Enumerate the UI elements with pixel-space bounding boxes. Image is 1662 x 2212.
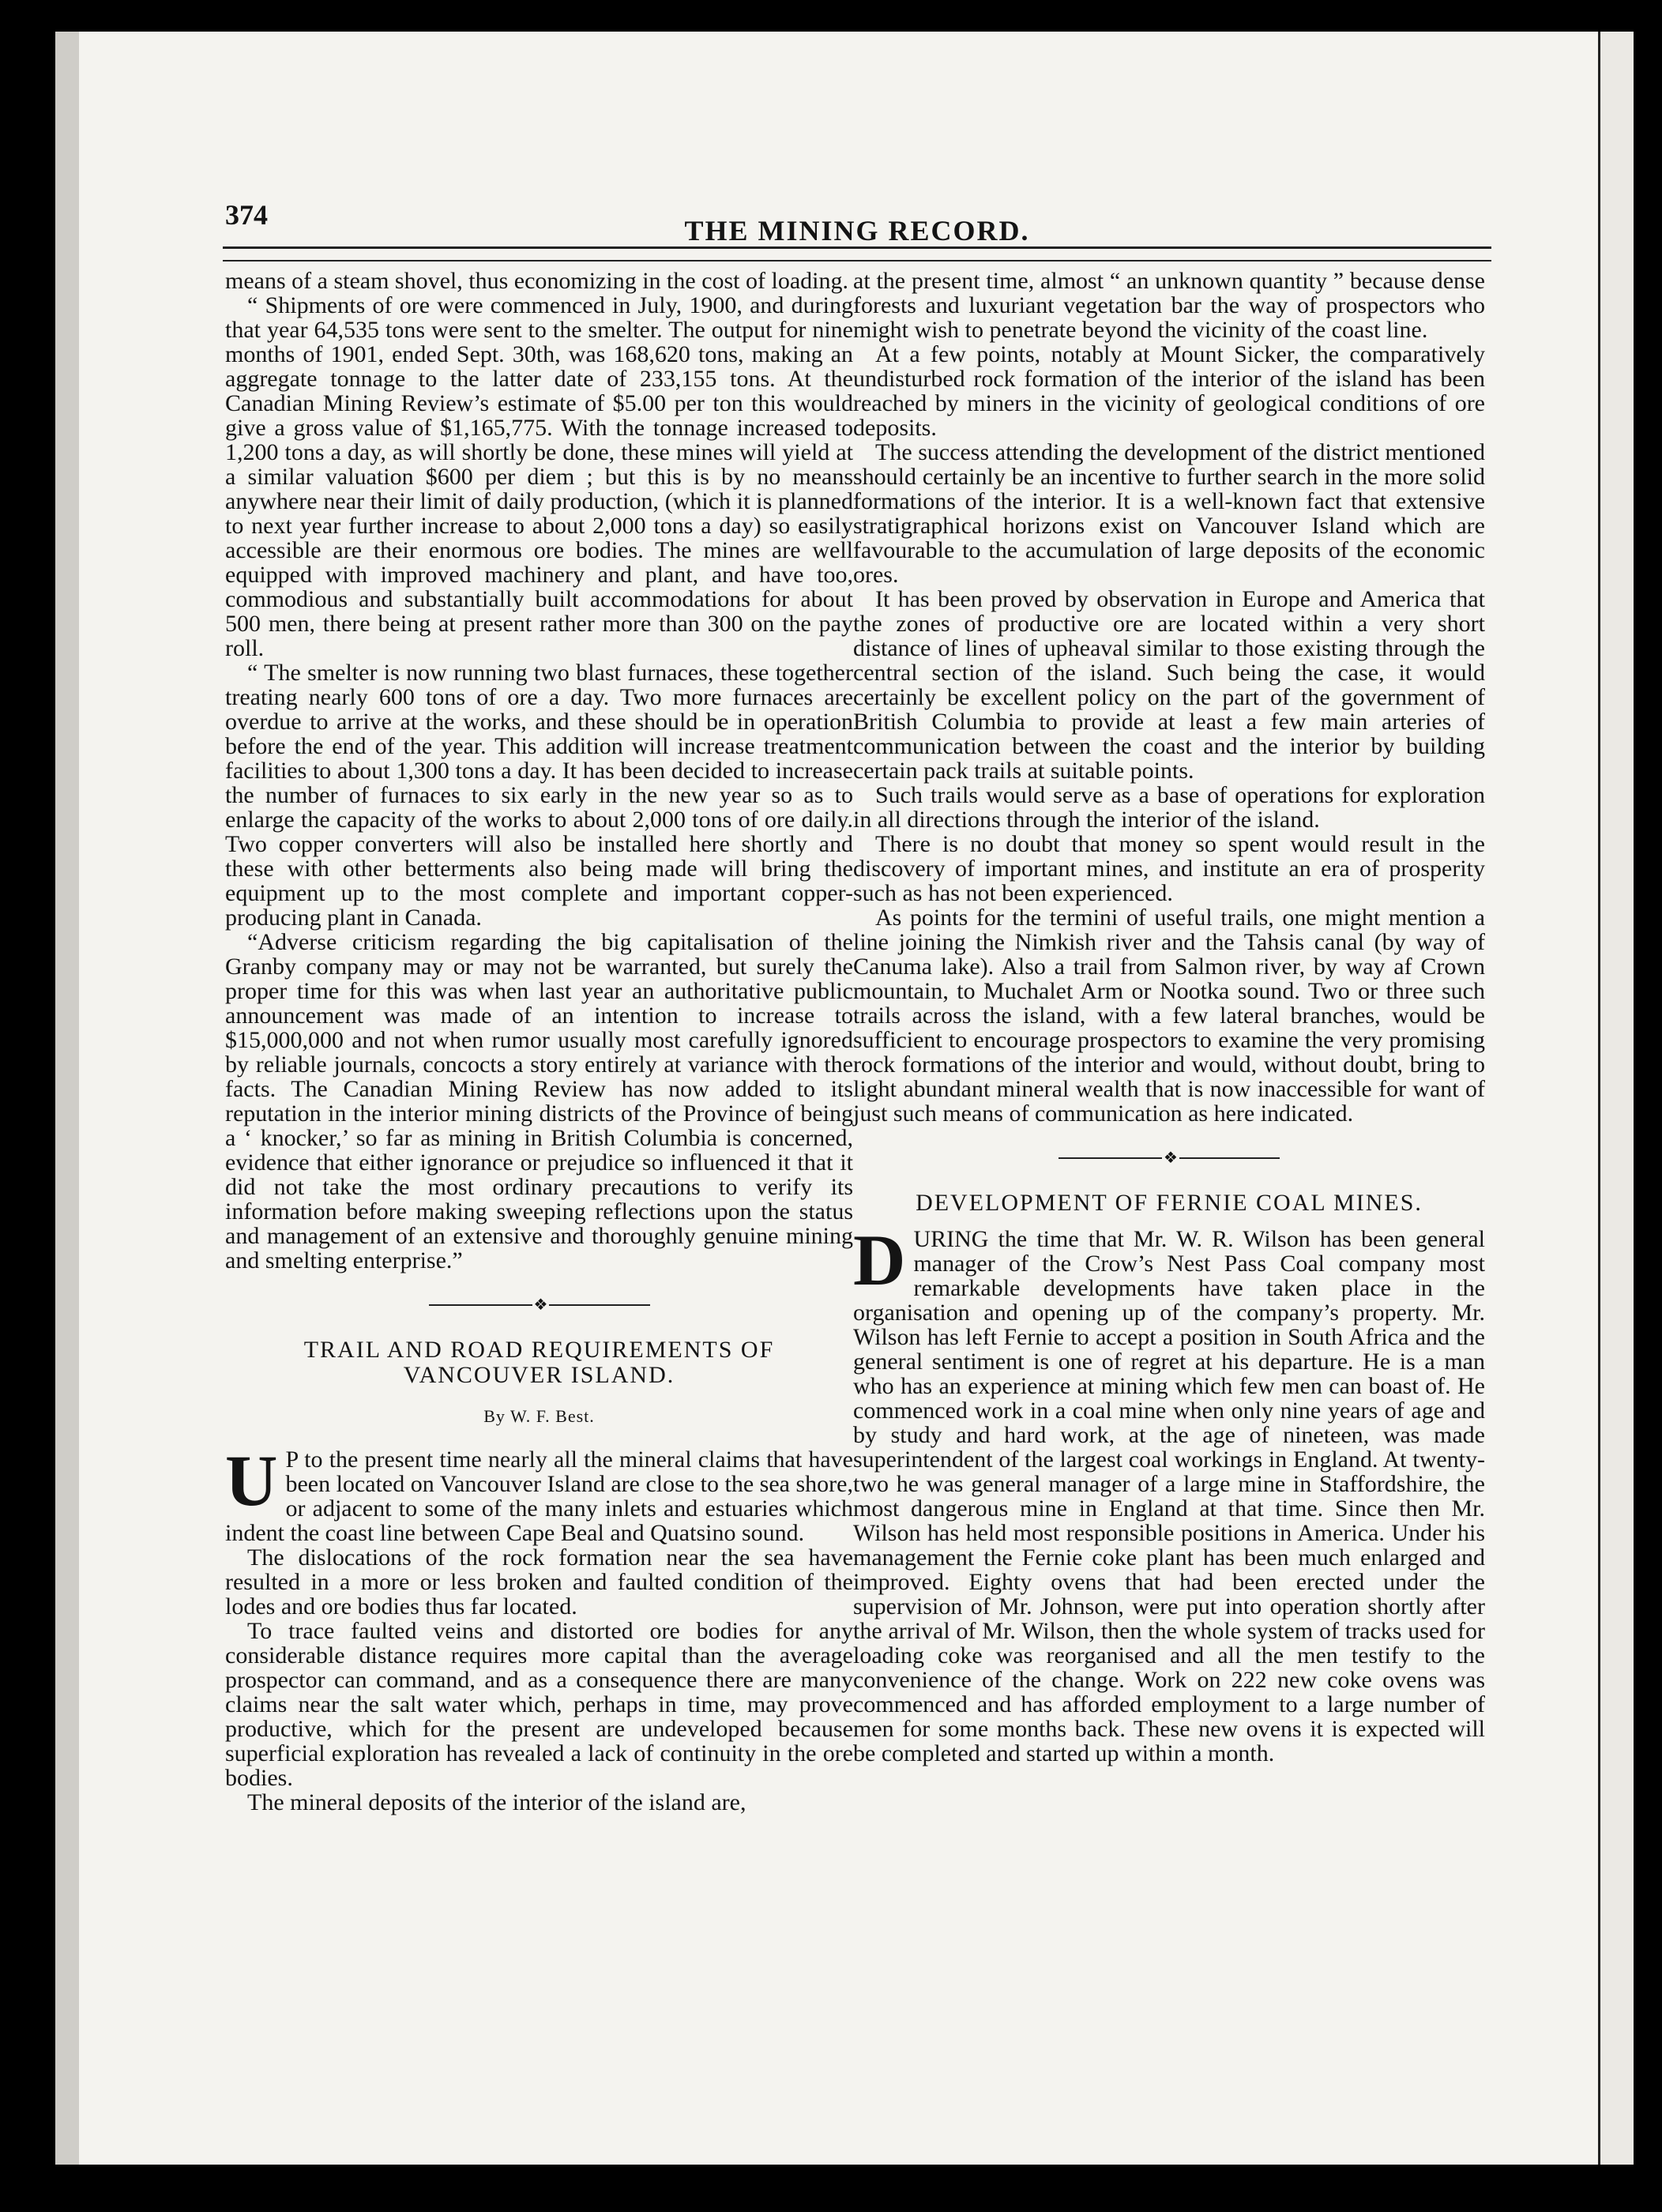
section-divider <box>1058 1149 1280 1167</box>
right-column <box>853 269 1485 1766</box>
header-double-rule <box>223 246 1491 261</box>
page-left-edge <box>55 32 79 2165</box>
paragraph: at the present time, almost “ an unknown quantity ” because dense forests and luxuriant vegetation bar the way of prospectors who might wish to penetrate beyond the vicinity of the coast line. <box>853 268 1485 343</box>
page-header <box>225 178 1489 249</box>
paragraph: “Adverse criticism regarding the big capitalisation of the Granby company may or may not be warranted, but surely the proper time for this was when last year an authoritative public announcement was made of an intention to increase to $15,000,000 and not when rumor usually most carefully ignored by reliable journals, concocts a story entirely at variance with the facts. The Canadian Mining Review has now added to its reputation in the interior mining districts of the Province of being a ‘ knocker,’ so far as mining in British Columbia is concerned, evidence that either ignorance or prejudice so influenced it that it did not take the most ordinary precautions to verify its information before making sweeping reflections upon the status and management of an extensive and thoroughly genuine mining and smelting enterprise.” <box>225 929 853 1273</box>
running-title: THE MINING RECORD. <box>684 215 1030 246</box>
page-number: 374 <box>225 199 268 231</box>
paragraph: Such trails would serve as a base of operations for exploration in all directions through the interior of the island. <box>853 782 1485 833</box>
paragraph: The mineral deposits of the interior of the island are, <box>247 1789 746 1815</box>
paragraph: As points for the termini of useful trails, one might mention a line joining the Nimkish river and the Tahsis canal (by way of Canuma lake). Also a trail from Salmon river, by way af Crown mountain, to Muchalet Arm or Nootka sound. Two or three such trails across the island, with a few lateral branches, would be sufficient to encourage prospectors to examine the very promising rock formations of the interior and would, without doubt, bring to light abundant mineral wealth that is now inaccessible for want of just such means of communication as here indicated. <box>853 905 1485 1127</box>
article-title-line: TRAIL AND ROAD REQUIREMENTS OF <box>303 1337 775 1363</box>
article-title-line: VANCOUVER ISLAND. <box>403 1362 675 1388</box>
drop-cap: D <box>853 1220 906 1300</box>
paragraph-with-dropcap <box>853 1220 1485 1766</box>
drop-cap: U <box>225 1440 278 1521</box>
article-title-trail <box>225 1337 853 1388</box>
paragraph: The success attending the development of the district mentioned should certainly be an incentive to further search in the more solid formations of the interior. It is a well-known fact that extensive stratigraphical horizons exist on Vancouver Island which are favourable to the accumulation of large deposits of the economic ores. <box>853 439 1485 588</box>
page-right-edge <box>1598 32 1634 2165</box>
paragraph-with-dropcap <box>225 1440 853 1546</box>
article-title-fernie: DEVELOPMENT OF FERNIE COAL MINES. <box>916 1190 1423 1216</box>
paragraph: “ Shipments of ore were commenced in July, 1900, and during that year 64,535 tons were sent to the smelter. The output for nine months of 1901, ended Sept. 30th, was 168,620 tons, making an aggregate tonnage to the latter date of 233,155 tons. At the Canadian Mining Review’s estimate of $5.00 per ton this would give a gross value of $1,165,775. With the tonnage increased to 1,200 tons a day, as will shortly be done, these mines will yield at a similar valuation $600 per diem ; but this is by no means anywhere near their limit of daily production, (which it is planned to next year further increase to about 2,000 tons a day) so easily accessible are their enormous ore bodies. The mines are well equipped with improved machinery and plant, and have too, commodious and substantially built accommodations for about 500 men, there being at present rather more than 300 on the pay roll. <box>225 292 853 661</box>
ornament-icon: ❖ <box>532 1293 550 1318</box>
section-divider <box>429 1296 650 1314</box>
paragraph: There is no doubt that money so spent would result in the discovery of important mines, and institute an era of prosperity such as has not been experienced. <box>853 831 1485 906</box>
scanned-page <box>55 32 1634 2165</box>
left-column <box>225 269 853 1815</box>
ornament-icon: ❖ <box>1162 1146 1179 1171</box>
paragraph-text: P to the present time nearly all the mineral claims that have been located on Vancouver Island are close to the sea shore, or adjacent to some of the many inlets and estuaries which indent the coast line between Cape Beal and Quatsino sound. <box>225 1446 853 1546</box>
paragraph: The dislocations of the rock formation near the sea have resulted in a more or less broken and faulted condition of the lodes and ore bodies thus far located. <box>225 1544 853 1620</box>
paragraph: At a few points, notably at Mount Sicker, the comparatively undisturbed rock formation of the interior of the island has been reached by miners in the vicinity of geological conditions of ore deposits. <box>853 341 1485 441</box>
paragraph: means of a steam shovel, thus economizing in the cost of loading. <box>225 268 848 294</box>
byline: By W. F. Best. <box>483 1406 595 1426</box>
paragraph: It has been proved by observation in Europe and America that the zones of productive ore are located within a very short distance of lines of upheaval similar to those existing through the central section of the island. Such being the case, it would certainly be excellent policy on the part of the government of British Columbia to provide at least a few main arteries of communication between the coast and the interior by building certain pack trails at suitable points. <box>853 586 1485 784</box>
paragraph-text: URING the time that Mr. W. R. Wilson has been general manager of the Crow’s Nest Pass Coal company most remarkable developments have taken place in the organisation and opening up of the company’s property. Mr. Wilson has left Fernie to accept a position in South Africa and the general sentiment is one of regret at his departure. He is a man who has an experience at mining which few men can boast of. He commenced work in a coal mine when only nine years of age and by study and hard work, at the age of nineteen, was made superintendent of the largest coal workings in England. At twenty-two he was general manager of a large mine in Staffordshire, the most dangerous mine in England at that time. Since then Mr. Wilson has held most responsible positions in America. Under his management the Fernie coke plant has been much enlarged and improved. Eighty ovens that had been erected under the supervision of Mr. Johnson, were put into operation shortly after the arrival of Mr. Wilson, then the whole system of tracks used for loading coke was reorganised and all the men testify to the convenience of the change. Work on 222 new coke ovens was commenced and has afforded employment to a large number of men for some months back. These new ovens it is expected will be completed and started up within a month. <box>853 1226 1485 1766</box>
paragraph: To trace faulted veins and distorted ore bodies for any considerable distance requires more capital than the average prospector can command, and as a consequence there are many claims near the salt water which, perhaps in time, may prove productive, which for the present are undeveloped because superficial exploration has revealed a lack of continuity in the ore bodies. <box>225 1618 853 1791</box>
paragraph: “ The smelter is now running two blast furnaces, these together treating nearly 600 tons of ore a day. Two more furnaces are overdue to arrive at the works, and these should be in operation before the end of the year. This addition will increase treatment facilities to about 1,300 tons a day. It has been decided to increase the number of furnaces to six early in the new year so as to enlarge the capacity of the works to about 2,000 tons of ore daily. Two copper converters will also be installed here shortly and these with other betterments also being made will bring the equipment up to the most complete and important copper-producing plant in Canada. <box>225 660 853 931</box>
